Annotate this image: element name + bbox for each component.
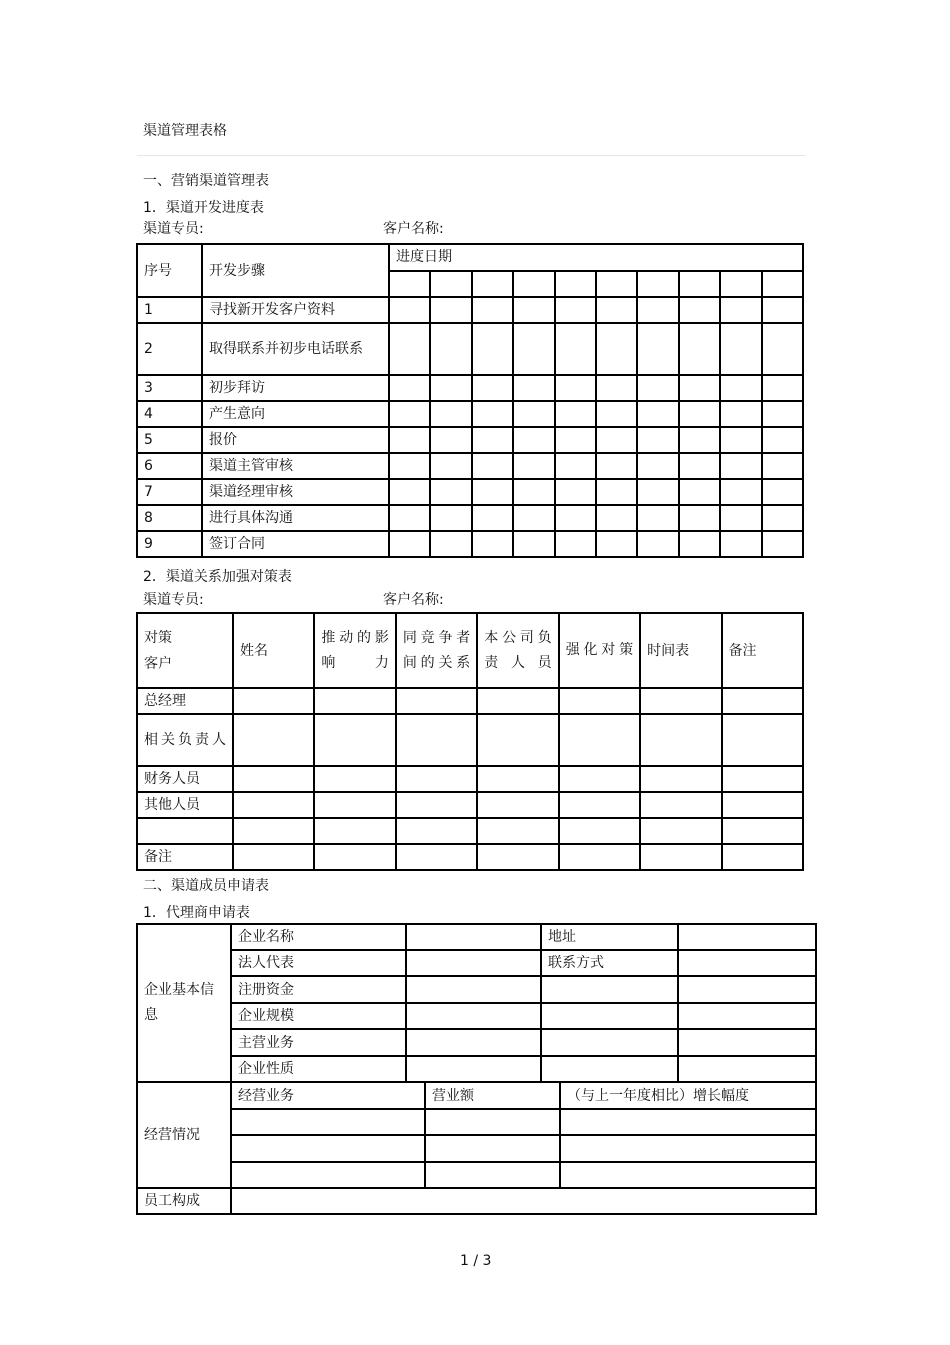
date-cell xyxy=(596,505,637,531)
relationship-cell xyxy=(559,818,640,844)
date-cell xyxy=(679,375,720,401)
client-role: 相关负责人 xyxy=(137,714,233,766)
date-cell xyxy=(637,375,678,401)
date-cell xyxy=(555,297,596,323)
legal-rep-value xyxy=(406,950,541,976)
growth-header: （与上一年度相比）增长幅度 xyxy=(560,1082,816,1109)
date-cell xyxy=(679,479,720,505)
date-cell xyxy=(555,401,596,427)
date-cell xyxy=(389,375,430,401)
step-number: 2 xyxy=(137,323,202,375)
main-business-extra2 xyxy=(678,1029,816,1056)
step-name: 产生意向 xyxy=(202,401,389,427)
relationship-cell xyxy=(233,688,314,714)
scale-label: 企业规模 xyxy=(231,1003,406,1029)
relationship-cell xyxy=(396,714,477,766)
relationship-cell xyxy=(722,792,803,818)
client-role: 备注 xyxy=(137,844,233,870)
date-cell xyxy=(637,323,678,375)
date-cell xyxy=(430,323,471,375)
progress-row xyxy=(137,375,803,401)
step-name: 进行具体沟通 xyxy=(202,505,389,531)
agent-application-table xyxy=(136,923,817,1215)
relationship-cell xyxy=(477,818,558,844)
ops-cell xyxy=(560,1162,816,1188)
date-cell xyxy=(430,427,471,453)
date-cell xyxy=(430,479,471,505)
step-number: 3 xyxy=(137,375,202,401)
date-cell xyxy=(596,297,637,323)
progress-table xyxy=(136,243,804,558)
date-cell xyxy=(430,401,471,427)
table2-caption: 2．渠道关系加强对策表 xyxy=(143,569,292,585)
date-cell xyxy=(637,401,678,427)
step-number: 6 xyxy=(137,453,202,479)
step-number: 4 xyxy=(137,401,202,427)
relationship-row xyxy=(137,792,803,818)
ops-cell xyxy=(231,1109,425,1135)
date-cell xyxy=(389,505,430,531)
ops-cell xyxy=(231,1162,425,1188)
step-number: 7 xyxy=(137,479,202,505)
col-no-header: 序号 xyxy=(137,244,202,297)
date-cell xyxy=(389,427,430,453)
step-name: 初步拜访 xyxy=(202,375,389,401)
page-title: 渠道管理表格 xyxy=(143,123,227,139)
step-name: 渠道经理审核 xyxy=(202,479,389,505)
date-cell xyxy=(472,531,513,557)
relationship-cell xyxy=(640,844,721,870)
date-cell xyxy=(596,323,637,375)
relationship-cell xyxy=(477,844,558,870)
date-cell xyxy=(555,531,596,557)
relationship-row xyxy=(137,688,803,714)
client-role: 其他人员 xyxy=(137,792,233,818)
date-cell xyxy=(720,401,761,427)
relationship-cell xyxy=(722,714,803,766)
date-cell xyxy=(762,505,803,531)
date-cell xyxy=(637,297,678,323)
client-role xyxy=(137,818,233,844)
date-cell xyxy=(472,375,513,401)
header-competitor-relation: 同竞争者间的关系 xyxy=(396,613,477,688)
client-role: 总经理 xyxy=(137,688,233,714)
relationship-cell xyxy=(314,844,395,870)
scale-extra xyxy=(541,1003,678,1029)
date-cell xyxy=(679,453,720,479)
date-cell xyxy=(513,479,554,505)
step-name: 签订合同 xyxy=(202,531,389,557)
address-label: 地址 xyxy=(541,924,678,950)
relationship-cell xyxy=(233,766,314,792)
relationship-cell xyxy=(640,688,721,714)
date-cell xyxy=(389,401,430,427)
date-cell xyxy=(389,479,430,505)
relationship-cell xyxy=(396,792,477,818)
capital-extra2 xyxy=(678,976,816,1003)
date-cell xyxy=(762,401,803,427)
date-cell xyxy=(720,531,761,557)
date-cell xyxy=(596,531,637,557)
date-cell xyxy=(679,323,720,375)
ops-cell xyxy=(560,1109,816,1135)
date-column-cell xyxy=(555,271,596,297)
date-cell xyxy=(720,323,761,375)
relationship-cell xyxy=(559,844,640,870)
table3-caption: 1．代理商申请表 xyxy=(143,905,250,921)
date-cell xyxy=(720,505,761,531)
progress-row xyxy=(137,297,803,323)
date-cell xyxy=(679,505,720,531)
date-cell xyxy=(555,479,596,505)
date-cell xyxy=(637,453,678,479)
date-cell xyxy=(762,297,803,323)
capital-value xyxy=(406,976,541,1003)
relationship-cell xyxy=(559,766,640,792)
relationship-cell xyxy=(314,714,395,766)
contact-value xyxy=(678,950,816,976)
contact-label: 联系方式 xyxy=(541,950,678,976)
date-cell xyxy=(720,453,761,479)
basic-info-label: 企业基本信息 xyxy=(137,924,231,1082)
ops-cell xyxy=(425,1135,560,1162)
relationship-row xyxy=(137,818,803,844)
relationship-row xyxy=(137,714,803,766)
operations-label: 经营情况 xyxy=(137,1082,231,1188)
date-cell xyxy=(596,479,637,505)
progress-row xyxy=(137,453,803,479)
relationship-cell xyxy=(314,818,395,844)
header-remarks: 备注 xyxy=(722,613,803,688)
company-name-value xyxy=(406,924,541,950)
relationship-cell xyxy=(722,688,803,714)
date-cell xyxy=(555,323,596,375)
date-cell xyxy=(679,531,720,557)
date-cell xyxy=(762,479,803,505)
nature-extra2 xyxy=(678,1056,816,1082)
date-cell xyxy=(430,505,471,531)
staff-label: 员工构成 xyxy=(137,1188,231,1214)
date-cell xyxy=(472,323,513,375)
date-cell xyxy=(762,427,803,453)
date-column-cell xyxy=(389,271,430,297)
date-cell xyxy=(472,297,513,323)
relationship-cell xyxy=(233,818,314,844)
table1-client-label: 客户名称: xyxy=(383,221,444,237)
relationship-cell xyxy=(640,714,721,766)
scale-value xyxy=(406,1003,541,1029)
divider xyxy=(137,155,805,156)
ops-cell xyxy=(425,1162,560,1188)
date-cell xyxy=(762,531,803,557)
staff-value xyxy=(231,1188,816,1214)
date-cell xyxy=(513,505,554,531)
date-column-cell xyxy=(720,271,761,297)
capital-label: 注册资金 xyxy=(231,976,406,1003)
header-company-staff: 本公司负责人员 xyxy=(477,613,558,688)
date-cell xyxy=(679,401,720,427)
ops-business-header: 经营业务 xyxy=(231,1082,425,1109)
legal-rep-label: 法人代表 xyxy=(231,950,406,976)
table1-rep-label: 渠道专员: xyxy=(143,221,204,237)
nature-label: 企业性质 xyxy=(231,1056,406,1082)
date-cell xyxy=(679,297,720,323)
nature-extra xyxy=(541,1056,678,1082)
date-cell xyxy=(555,453,596,479)
table1-caption: 1．渠道开发进度表 xyxy=(143,200,264,216)
step-name: 取得联系并初步电话联系 xyxy=(202,323,389,375)
date-cell xyxy=(472,427,513,453)
date-cell xyxy=(430,531,471,557)
date-cell xyxy=(555,505,596,531)
section1-heading: 一、营销渠道管理表 xyxy=(143,173,269,189)
step-number: 1 xyxy=(137,297,202,323)
date-cell xyxy=(637,427,678,453)
relationship-cell xyxy=(477,714,558,766)
header-influence: 推动的影响力 xyxy=(314,613,395,688)
date-cell xyxy=(513,401,554,427)
relationship-cell xyxy=(559,688,640,714)
date-cell xyxy=(596,401,637,427)
ops-cell xyxy=(425,1109,560,1135)
relationship-cell xyxy=(233,844,314,870)
progress-row xyxy=(137,427,803,453)
date-cell xyxy=(637,479,678,505)
date-cell xyxy=(472,505,513,531)
relationship-row xyxy=(137,766,803,792)
date-cell xyxy=(472,401,513,427)
step-number: 5 xyxy=(137,427,202,453)
date-cell xyxy=(430,453,471,479)
relationship-cell xyxy=(396,818,477,844)
date-column-cell xyxy=(596,271,637,297)
progress-row xyxy=(137,479,803,505)
relationship-table xyxy=(136,612,804,871)
date-cell xyxy=(762,323,803,375)
date-cell xyxy=(513,375,554,401)
table2-rep-label: 渠道专员: xyxy=(143,592,204,608)
page-number: 1 / 3 xyxy=(460,1253,492,1269)
date-cell xyxy=(720,297,761,323)
date-column-cell xyxy=(513,271,554,297)
date-cell xyxy=(513,323,554,375)
ops-cell xyxy=(560,1135,816,1162)
col-step-header: 开发步骤 xyxy=(202,244,389,297)
main-business-extra xyxy=(541,1029,678,1056)
date-cell xyxy=(720,375,761,401)
relationship-cell xyxy=(396,688,477,714)
relationship-row xyxy=(137,844,803,870)
step-name: 渠道主管审核 xyxy=(202,453,389,479)
relationship-cell xyxy=(314,688,395,714)
date-cell xyxy=(555,375,596,401)
relationship-cell xyxy=(477,792,558,818)
date-column-cell xyxy=(637,271,678,297)
main-business-label: 主营业务 xyxy=(231,1029,406,1056)
company-name-label: 企业名称 xyxy=(231,924,406,950)
date-cell xyxy=(679,427,720,453)
capital-extra xyxy=(541,976,678,1003)
client-label: 客户 xyxy=(144,655,172,672)
date-column-cell xyxy=(430,271,471,297)
relationship-cell xyxy=(640,818,721,844)
date-cell xyxy=(513,453,554,479)
date-cell xyxy=(513,297,554,323)
date-column-cell xyxy=(679,271,720,297)
relationship-cell xyxy=(396,766,477,792)
progress-row xyxy=(137,505,803,531)
date-cell xyxy=(430,297,471,323)
progress-row xyxy=(137,531,803,557)
table2-client-label: 客户名称: xyxy=(383,592,444,608)
relationship-cell xyxy=(396,844,477,870)
relationship-cell xyxy=(722,766,803,792)
address-value xyxy=(678,924,816,950)
client-role: 财务人员 xyxy=(137,766,233,792)
date-cell xyxy=(472,453,513,479)
date-cell xyxy=(389,323,430,375)
relationship-cell xyxy=(477,766,558,792)
relationship-cell xyxy=(640,766,721,792)
relationship-cell xyxy=(559,792,640,818)
date-cell xyxy=(596,453,637,479)
relationship-cell xyxy=(722,844,803,870)
relationship-cell xyxy=(640,792,721,818)
strategy-label: 对策 xyxy=(144,629,172,646)
date-cell xyxy=(513,427,554,453)
relationship-cell xyxy=(559,714,640,766)
progress-row xyxy=(137,323,803,375)
section2-heading: 二、渠道成员申请表 xyxy=(143,878,269,894)
date-cell xyxy=(762,453,803,479)
header-strengthen: 强化对策 xyxy=(559,613,640,688)
date-cell xyxy=(389,531,430,557)
step-number: 8 xyxy=(137,505,202,531)
nature-value xyxy=(406,1056,541,1082)
main-business-value xyxy=(406,1029,541,1056)
step-name: 报价 xyxy=(202,427,389,453)
relationship-cell xyxy=(722,818,803,844)
date-cell xyxy=(596,375,637,401)
relationship-cell xyxy=(314,766,395,792)
date-cell xyxy=(720,427,761,453)
date-cell xyxy=(389,297,430,323)
ops-cell xyxy=(231,1135,425,1162)
date-column-cell xyxy=(762,271,803,297)
date-cell xyxy=(762,375,803,401)
date-cell xyxy=(596,427,637,453)
step-name: 寻找新开发客户资料 xyxy=(202,297,389,323)
relationship-cell xyxy=(233,714,314,766)
revenue-header: 营业额 xyxy=(425,1082,560,1109)
date-cell xyxy=(555,427,596,453)
date-cell xyxy=(720,479,761,505)
date-cell xyxy=(472,479,513,505)
date-cell xyxy=(513,531,554,557)
strategy-client-header xyxy=(137,613,233,688)
col-date-header: 进度日期 xyxy=(389,244,803,271)
relationship-cell xyxy=(233,792,314,818)
date-cell xyxy=(637,531,678,557)
date-cell xyxy=(389,453,430,479)
date-cell xyxy=(430,375,471,401)
scale-extra2 xyxy=(678,1003,816,1029)
date-column-cell xyxy=(472,271,513,297)
header-name: 姓名 xyxy=(233,613,314,688)
date-cell xyxy=(637,505,678,531)
relationship-cell xyxy=(314,792,395,818)
relationship-cell xyxy=(477,688,558,714)
header-schedule: 时间表 xyxy=(640,613,721,688)
progress-row xyxy=(137,401,803,427)
step-number: 9 xyxy=(137,531,202,557)
